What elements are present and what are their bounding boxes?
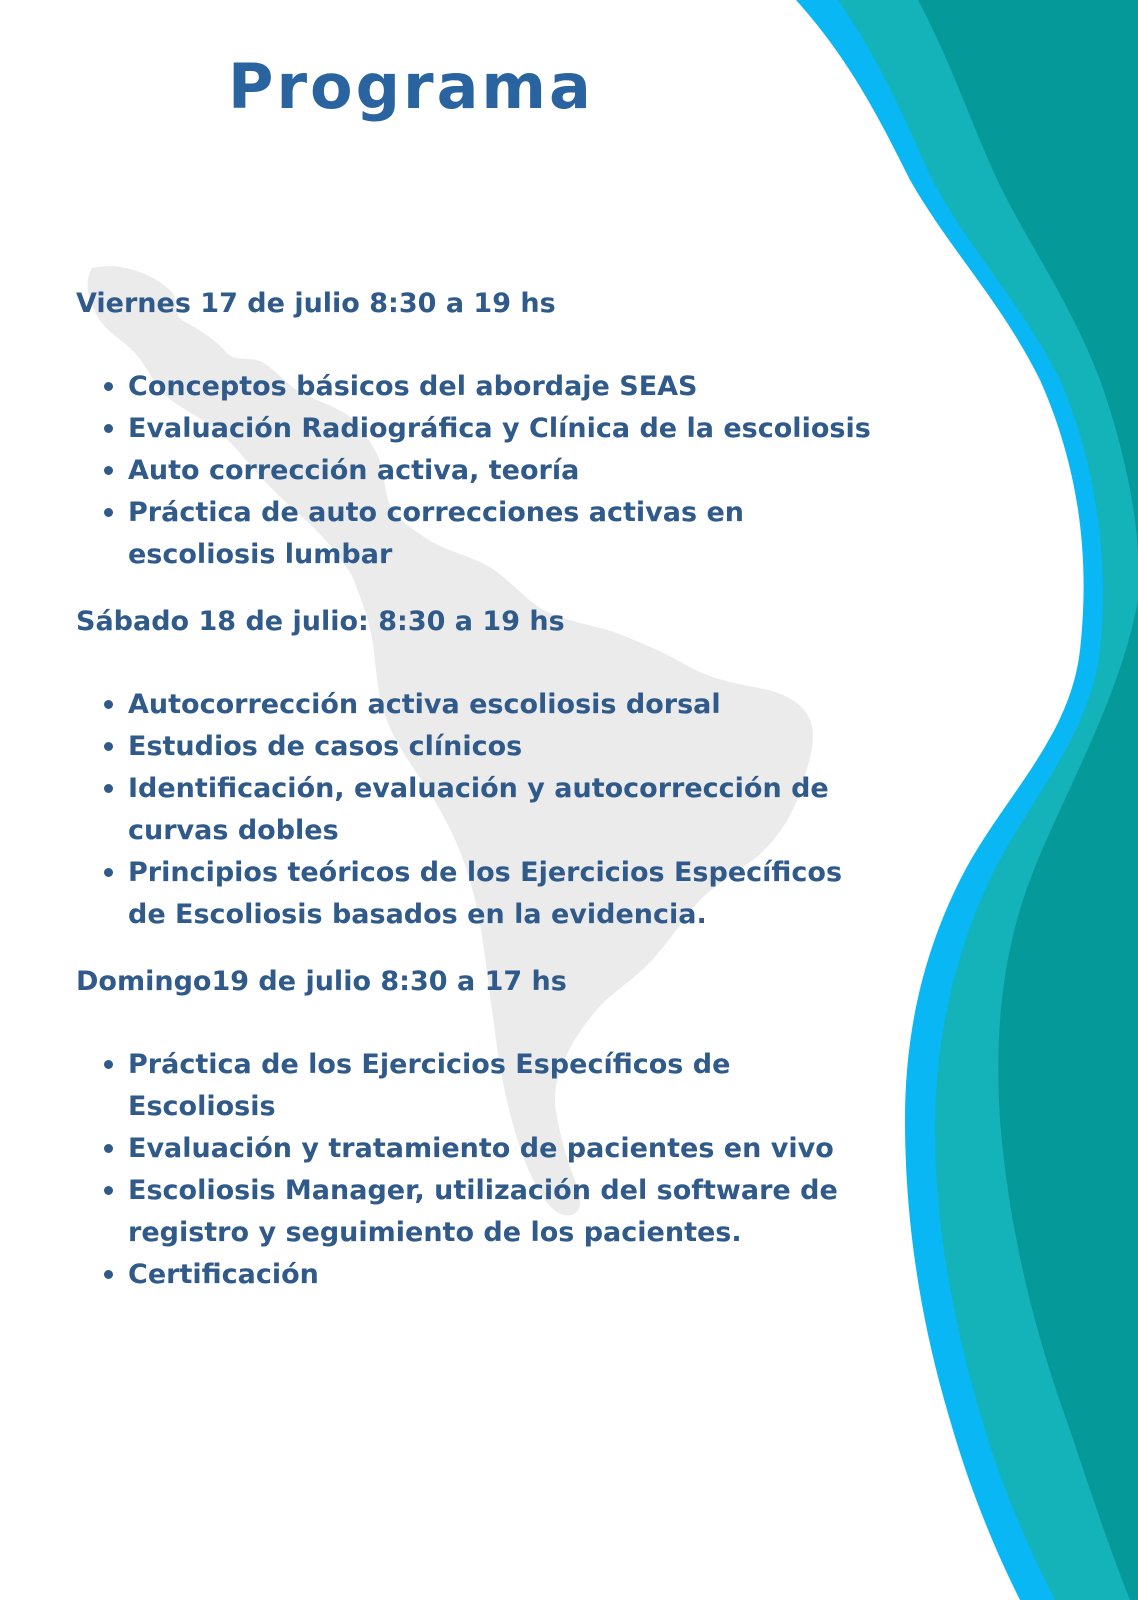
list-item [76,1128,876,1170]
list-item-text: Autocorrección activa escoliosis dorsal [128,689,721,720]
list-item [76,1170,876,1254]
list-item [76,492,876,576]
list-item-text: Práctica de los Ejercicios Específicos de Escoliosis [128,1049,731,1122]
bullet-dot-icon [104,1270,113,1279]
list-item-text: Identificación, evaluación y autocorrección de curvas dobles [128,773,829,846]
bullet-dot-icon [104,784,113,793]
list-item [76,852,876,936]
list-item-text: Evaluación y tratamiento de pacientes en vivo [128,1133,834,1164]
list-item [76,366,876,408]
bullet-dot-icon [104,1144,113,1153]
day-section-friday [76,284,876,576]
list-item-text: Práctica de auto correcciones activas en escoliosis lumbar [128,497,744,570]
bullet-dot-icon [104,466,113,475]
bullet-dot-icon [104,424,113,433]
day-section-sunday [76,962,876,1296]
list-item [76,408,876,450]
bullet-dot-icon [104,1060,113,1069]
bullet-dot-icon [104,700,113,709]
bullet-dot-icon [104,382,113,391]
bullet-dot-icon [104,742,113,751]
list-item [76,768,876,852]
list-item-text: Escoliosis Manager, utilización del software de registro y seguimiento de los pacientes. [128,1175,838,1248]
day-heading: Sábado 18 de julio: 8:30 a 19 hs [76,606,565,637]
day-section-saturday [76,602,876,936]
day-item-list [76,366,876,576]
schedule [76,284,876,1296]
bullet-dot-icon [104,1186,113,1195]
bullet-dot-icon [104,868,113,877]
list-item-text: Auto corrección activa, teoría [128,455,580,486]
day-item-list [76,1044,876,1296]
list-item-text: Estudios de casos clínicos [128,731,523,762]
list-item-text: Evaluación Radiográfica y Clínica de la escoliosis [128,413,871,444]
day-heading: Domingo19 de julio 8:30 a 17 hs [76,966,567,997]
list-item [76,1044,876,1128]
bullet-dot-icon [104,508,113,517]
day-item-list [76,684,876,936]
list-item [76,684,876,726]
list-item-text: Principios teóricos de los Ejercicios Específicos de Escoliosis basados en la evidencia. [128,857,843,930]
list-item-text: Conceptos básicos del abordaje SEAS [128,371,698,402]
list-item [76,450,876,492]
page-title: Programa [228,50,594,123]
list-item [76,1254,876,1296]
day-heading: Viernes 17 de julio 8:30 a 19 hs [76,288,556,319]
list-item [76,726,876,768]
list-item-text: Certificación [128,1259,319,1290]
